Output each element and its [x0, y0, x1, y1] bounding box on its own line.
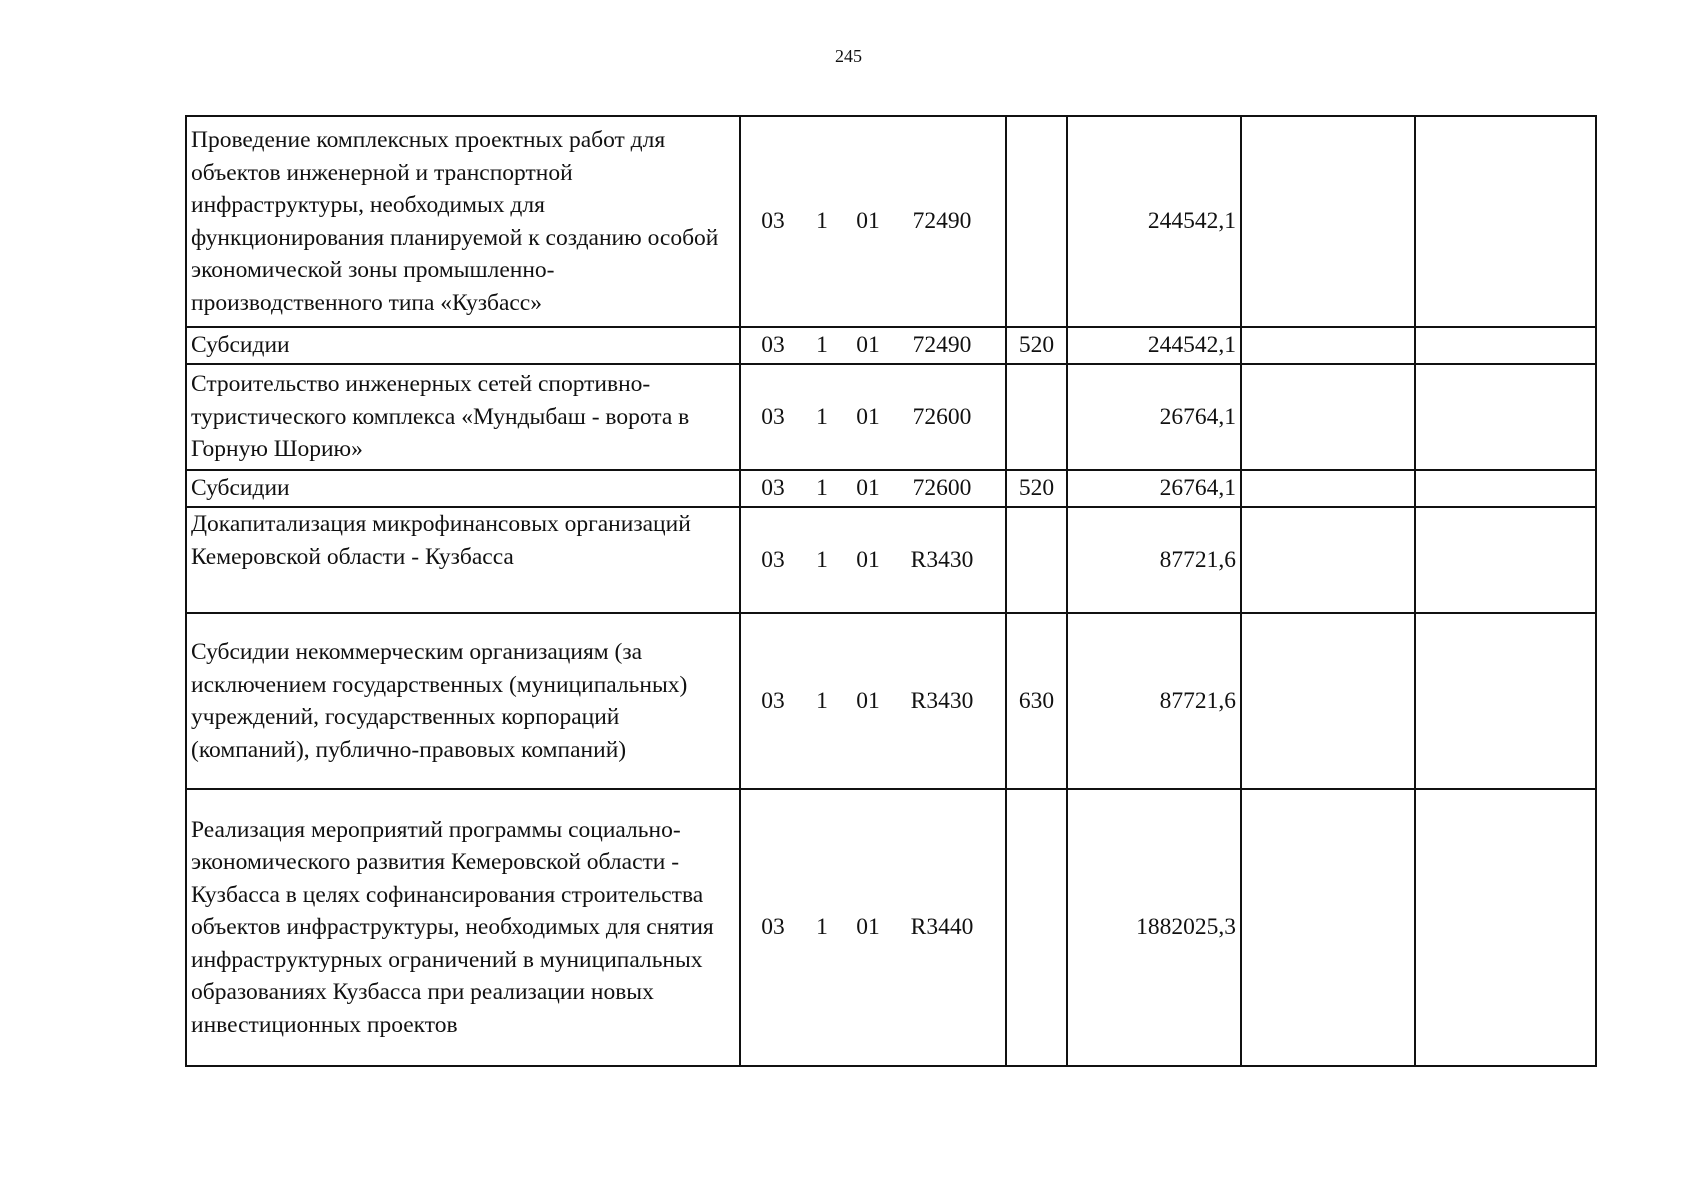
empty-cell [1415, 507, 1596, 613]
row-codes [740, 116, 1006, 327]
amount: 26764,1 [1067, 470, 1241, 507]
direction-code: 72600 [912, 475, 972, 502]
page-number: 245 [835, 46, 862, 66]
expense-type-code [1006, 364, 1067, 470]
row-codes [740, 470, 1006, 507]
amount: 1882025,3 [1067, 789, 1241, 1066]
section-code: 03 [761, 403, 785, 430]
table-body [186, 116, 1596, 1066]
empty-cell [1241, 613, 1415, 789]
table-row [186, 327, 1596, 364]
table-row [186, 613, 1596, 789]
subprogram-code: 01 [856, 403, 880, 430]
row-codes [740, 789, 1006, 1066]
amount: 26764,1 [1067, 364, 1241, 470]
amount: 244542,1 [1067, 116, 1241, 327]
program-code: 1 [816, 687, 828, 714]
subprogram-code: 01 [856, 914, 880, 941]
empty-cell [1241, 789, 1415, 1066]
empty-cell [1241, 507, 1415, 613]
empty-cell [1415, 116, 1596, 327]
subprogram-code: 01 [856, 687, 880, 714]
expense-type-code: 520 [1006, 470, 1067, 507]
table-row [186, 470, 1596, 507]
program-code: 1 [816, 208, 828, 235]
row-description: Субсидии некоммерческим организациям (за исключением государственных (муниципальных) учреждений, государственных корпораций (компаний), публично-правовых компаний) [186, 613, 740, 789]
empty-cell [1241, 327, 1415, 364]
row-description: Реализация мероприятий программы социально-экономического развития Кемеровской области - Кузбасса в целях софинансирования строительства объектов инфраструктуры, необходимых для снятия инфраструктурных ограничений в муниципальных образованиях Кузбасса при реализации новых инвестиционных проектов [186, 789, 740, 1066]
expense-type-code [1006, 116, 1067, 327]
empty-cell [1415, 364, 1596, 470]
amount: 244542,1 [1067, 327, 1241, 364]
subprogram-code: 01 [856, 475, 880, 502]
budget-table [185, 115, 1597, 1067]
row-description: Субсидии [186, 327, 740, 364]
direction-code: R3430 [910, 546, 974, 573]
program-code: 1 [816, 403, 828, 430]
row-codes [740, 327, 1006, 364]
section-code: 03 [761, 914, 785, 941]
program-code: 1 [816, 546, 828, 573]
expense-type-code: 520 [1006, 327, 1067, 364]
section-code: 03 [761, 208, 785, 235]
amount: 87721,6 [1067, 507, 1241, 613]
section-code: 03 [761, 332, 785, 359]
direction-code: 72490 [912, 332, 972, 359]
section-code: 03 [761, 687, 785, 714]
table-row [186, 364, 1596, 470]
row-description: Строительство инженерных сетей спортивно-туристического комплекса «Мундыбаш - ворота в Горную Шорию» [186, 364, 740, 470]
subprogram-code: 01 [856, 208, 880, 235]
empty-cell [1415, 470, 1596, 507]
section-code: 03 [761, 475, 785, 502]
direction-code: R3440 [910, 914, 974, 941]
row-description: Докапитализация микрофинансовых организаций Кемеровской области - Кузбасса [186, 507, 740, 613]
row-description: Субсидии [186, 470, 740, 507]
empty-cell [1241, 364, 1415, 470]
direction-code: 72600 [912, 403, 972, 430]
expense-type-code: 630 [1006, 613, 1067, 789]
table-row [186, 116, 1596, 327]
row-codes [740, 364, 1006, 470]
empty-cell [1415, 789, 1596, 1066]
program-code: 1 [816, 914, 828, 941]
empty-cell [1415, 613, 1596, 789]
subprogram-code: 01 [856, 546, 880, 573]
empty-cell [1241, 116, 1415, 327]
table-row [186, 507, 1596, 613]
empty-cell [1415, 327, 1596, 364]
program-code: 1 [816, 475, 828, 502]
empty-cell [1241, 470, 1415, 507]
expense-type-code [1006, 789, 1067, 1066]
amount: 87721,6 [1067, 613, 1241, 789]
row-description: Проведение комплексных проектных работ для объектов инженерной и транспортной инфраструктуры, необходимых для функционирования планируемой к созданию особой экономической зоны промышленно-производственного типа «Кузбасс» [186, 116, 740, 327]
subprogram-code: 01 [856, 332, 880, 359]
row-codes [740, 507, 1006, 613]
table-row [186, 789, 1596, 1066]
section-code: 03 [761, 546, 785, 573]
row-codes [740, 613, 1006, 789]
expense-type-code [1006, 507, 1067, 613]
direction-code: R3430 [910, 687, 974, 714]
direction-code: 72490 [912, 208, 972, 235]
program-code: 1 [816, 332, 828, 359]
